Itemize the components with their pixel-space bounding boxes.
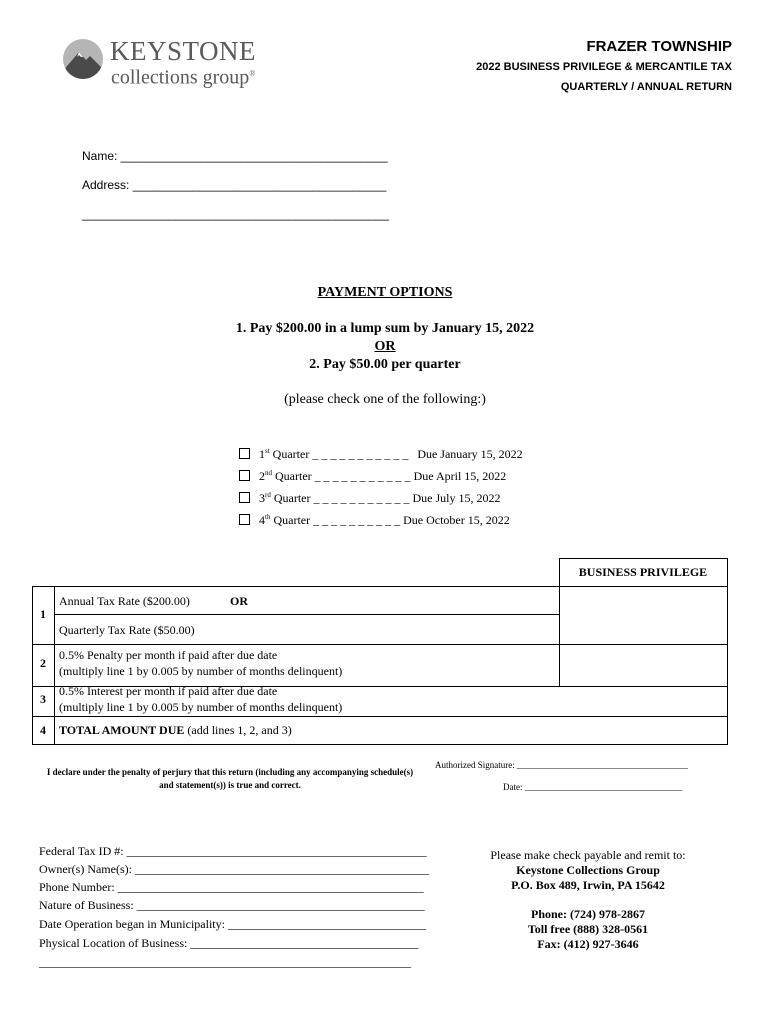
- remit-tollfree: Toll free (888) 328-0561: [527, 922, 649, 936]
- quarter-sup: th: [265, 513, 271, 521]
- township-title: FRAZER TOWNSHIP: [586, 38, 732, 55]
- payment-options-heading: PAYMENT OPTIONS: [317, 285, 453, 300]
- row-number: 2: [40, 656, 46, 670]
- row-number: 4: [40, 723, 46, 737]
- registered-mark: ®: [249, 69, 256, 78]
- quarter-num: 2: [259, 469, 265, 483]
- total-rest-label: (add lines 1, 2, and 3): [184, 723, 292, 737]
- row-or-label: OR: [230, 594, 248, 608]
- date-field[interactable]: Date: ___________________________________: [503, 782, 683, 792]
- form-subtitle: QUARTERLY / ANNUAL RETURN: [560, 81, 732, 93]
- remit-address: P.O. Box 489, Irwin, PA 15642: [511, 878, 665, 892]
- address-field[interactable]: Address: ______________________________________: [82, 178, 387, 192]
- quarter-num: 4: [259, 513, 265, 527]
- logo-sub-text: [111, 63, 255, 89]
- perjury-declaration: I declare under the penalty of perjury that this return (including any accompanying schedule(s) and statement(s)) is true and correct.: [46, 767, 414, 790]
- total-bold-label: TOTAL AMOUNT DUE: [59, 723, 185, 737]
- quarter-num: 1: [259, 447, 265, 461]
- penalty-label: 0.5% Penalty per month if paid after due date: [59, 648, 278, 662]
- quarter-label: Quarter _ _ _ _ _ _ _ _ _ _ _ Due April 15, 2022: [272, 469, 507, 483]
- address-field-line2[interactable]: ______________________________________________: [82, 207, 389, 221]
- quarter-label: Quarter _ _ _ _ _ _ _ _ _ _ _ Due January 15, 2022: [269, 447, 523, 461]
- quarter-sup: st: [265, 447, 270, 455]
- remit-instruction: Please make check payable and remit to:: [490, 848, 686, 862]
- quarter-sup: rd: [265, 491, 271, 499]
- physical-location-field-line2[interactable]: ______________________________________________________________: [39, 955, 411, 969]
- business-privilege-amount-field[interactable]: [560, 587, 727, 644]
- payment-option-2: 2. Pay $50.00 per quarter: [309, 357, 461, 372]
- remit-phone: Phone: (724) 978-2867: [531, 907, 645, 921]
- payment-or: OR: [374, 339, 396, 354]
- quarter-sup: nd: [265, 469, 272, 477]
- quarter-row: [233, 498, 510, 528]
- remit-block: [458, 848, 718, 952]
- row-number: 1: [40, 607, 46, 621]
- quarter-label: Quarter _ _ _ _ _ _ _ _ _ _ Due October 15, 2022: [270, 513, 510, 527]
- remit-fax: Fax: (412) 927-3646: [537, 937, 639, 951]
- logo-sub-label: collections group: [111, 66, 250, 89]
- payment-instruction: (please check one of the following:): [284, 392, 486, 407]
- physical-location-field[interactable]: Physical Location of Business: ______________________________________: [39, 936, 419, 950]
- quarter-4-checkbox[interactable]: [239, 514, 250, 525]
- phone-number-field[interactable]: Phone Number: ___________________________________________________: [39, 880, 424, 894]
- quarter-label: Quarter _ _ _ _ _ _ _ _ _ _ _ Due July 15, 2022: [270, 491, 501, 505]
- interest-label: 0.5% Interest per month if paid after due date: [59, 684, 278, 698]
- logo-brand-text: KEYSTONE: [110, 36, 257, 66]
- business-privilege-header: BUSINESS PRIVILEGE: [578, 565, 708, 579]
- form-title: 2022 BUSINESS PRIVILEGE & MERCANTILE TAX: [476, 61, 732, 73]
- row-number: 3: [40, 692, 46, 706]
- authorized-signature-field[interactable]: Authorized Signature: ______________________________________: [435, 760, 688, 770]
- annual-tax-rate-label: Annual Tax Rate ($200.00): [59, 594, 190, 608]
- remit-company: Keystone Collections Group: [516, 863, 660, 877]
- penalty-instruction: (multiply line 1 by 0.005 by number of months delinquent): [59, 664, 343, 678]
- nature-of-business-field[interactable]: Nature of Business: ________________________________________________: [39, 898, 425, 912]
- federal-tax-id-field[interactable]: Federal Tax ID #: __________________________________________________: [39, 844, 427, 858]
- mountain-logo-icon: [62, 38, 104, 80]
- quarter-num: 3: [259, 491, 265, 505]
- keystone-logo: [62, 36, 282, 90]
- name-field[interactable]: Name: ________________________________________: [82, 149, 388, 163]
- owners-name-field[interactable]: Owner(s) Name(s): _________________________________________________: [39, 862, 429, 876]
- total-amount-due-label: [59, 723, 292, 738]
- quarterly-tax-rate-label: Quarterly Tax Rate ($50.00): [59, 623, 195, 637]
- payment-option-1: 1. Pay $200.00 in a lump sum by January 15, 2022: [235, 321, 535, 336]
- interest-instruction: (multiply line 1 by 0.005 by number of months delinquent): [59, 700, 343, 714]
- date-operation-began-field[interactable]: Date Operation began in Municipality: _________________________________: [39, 917, 426, 931]
- form-title-block: [476, 37, 732, 97]
